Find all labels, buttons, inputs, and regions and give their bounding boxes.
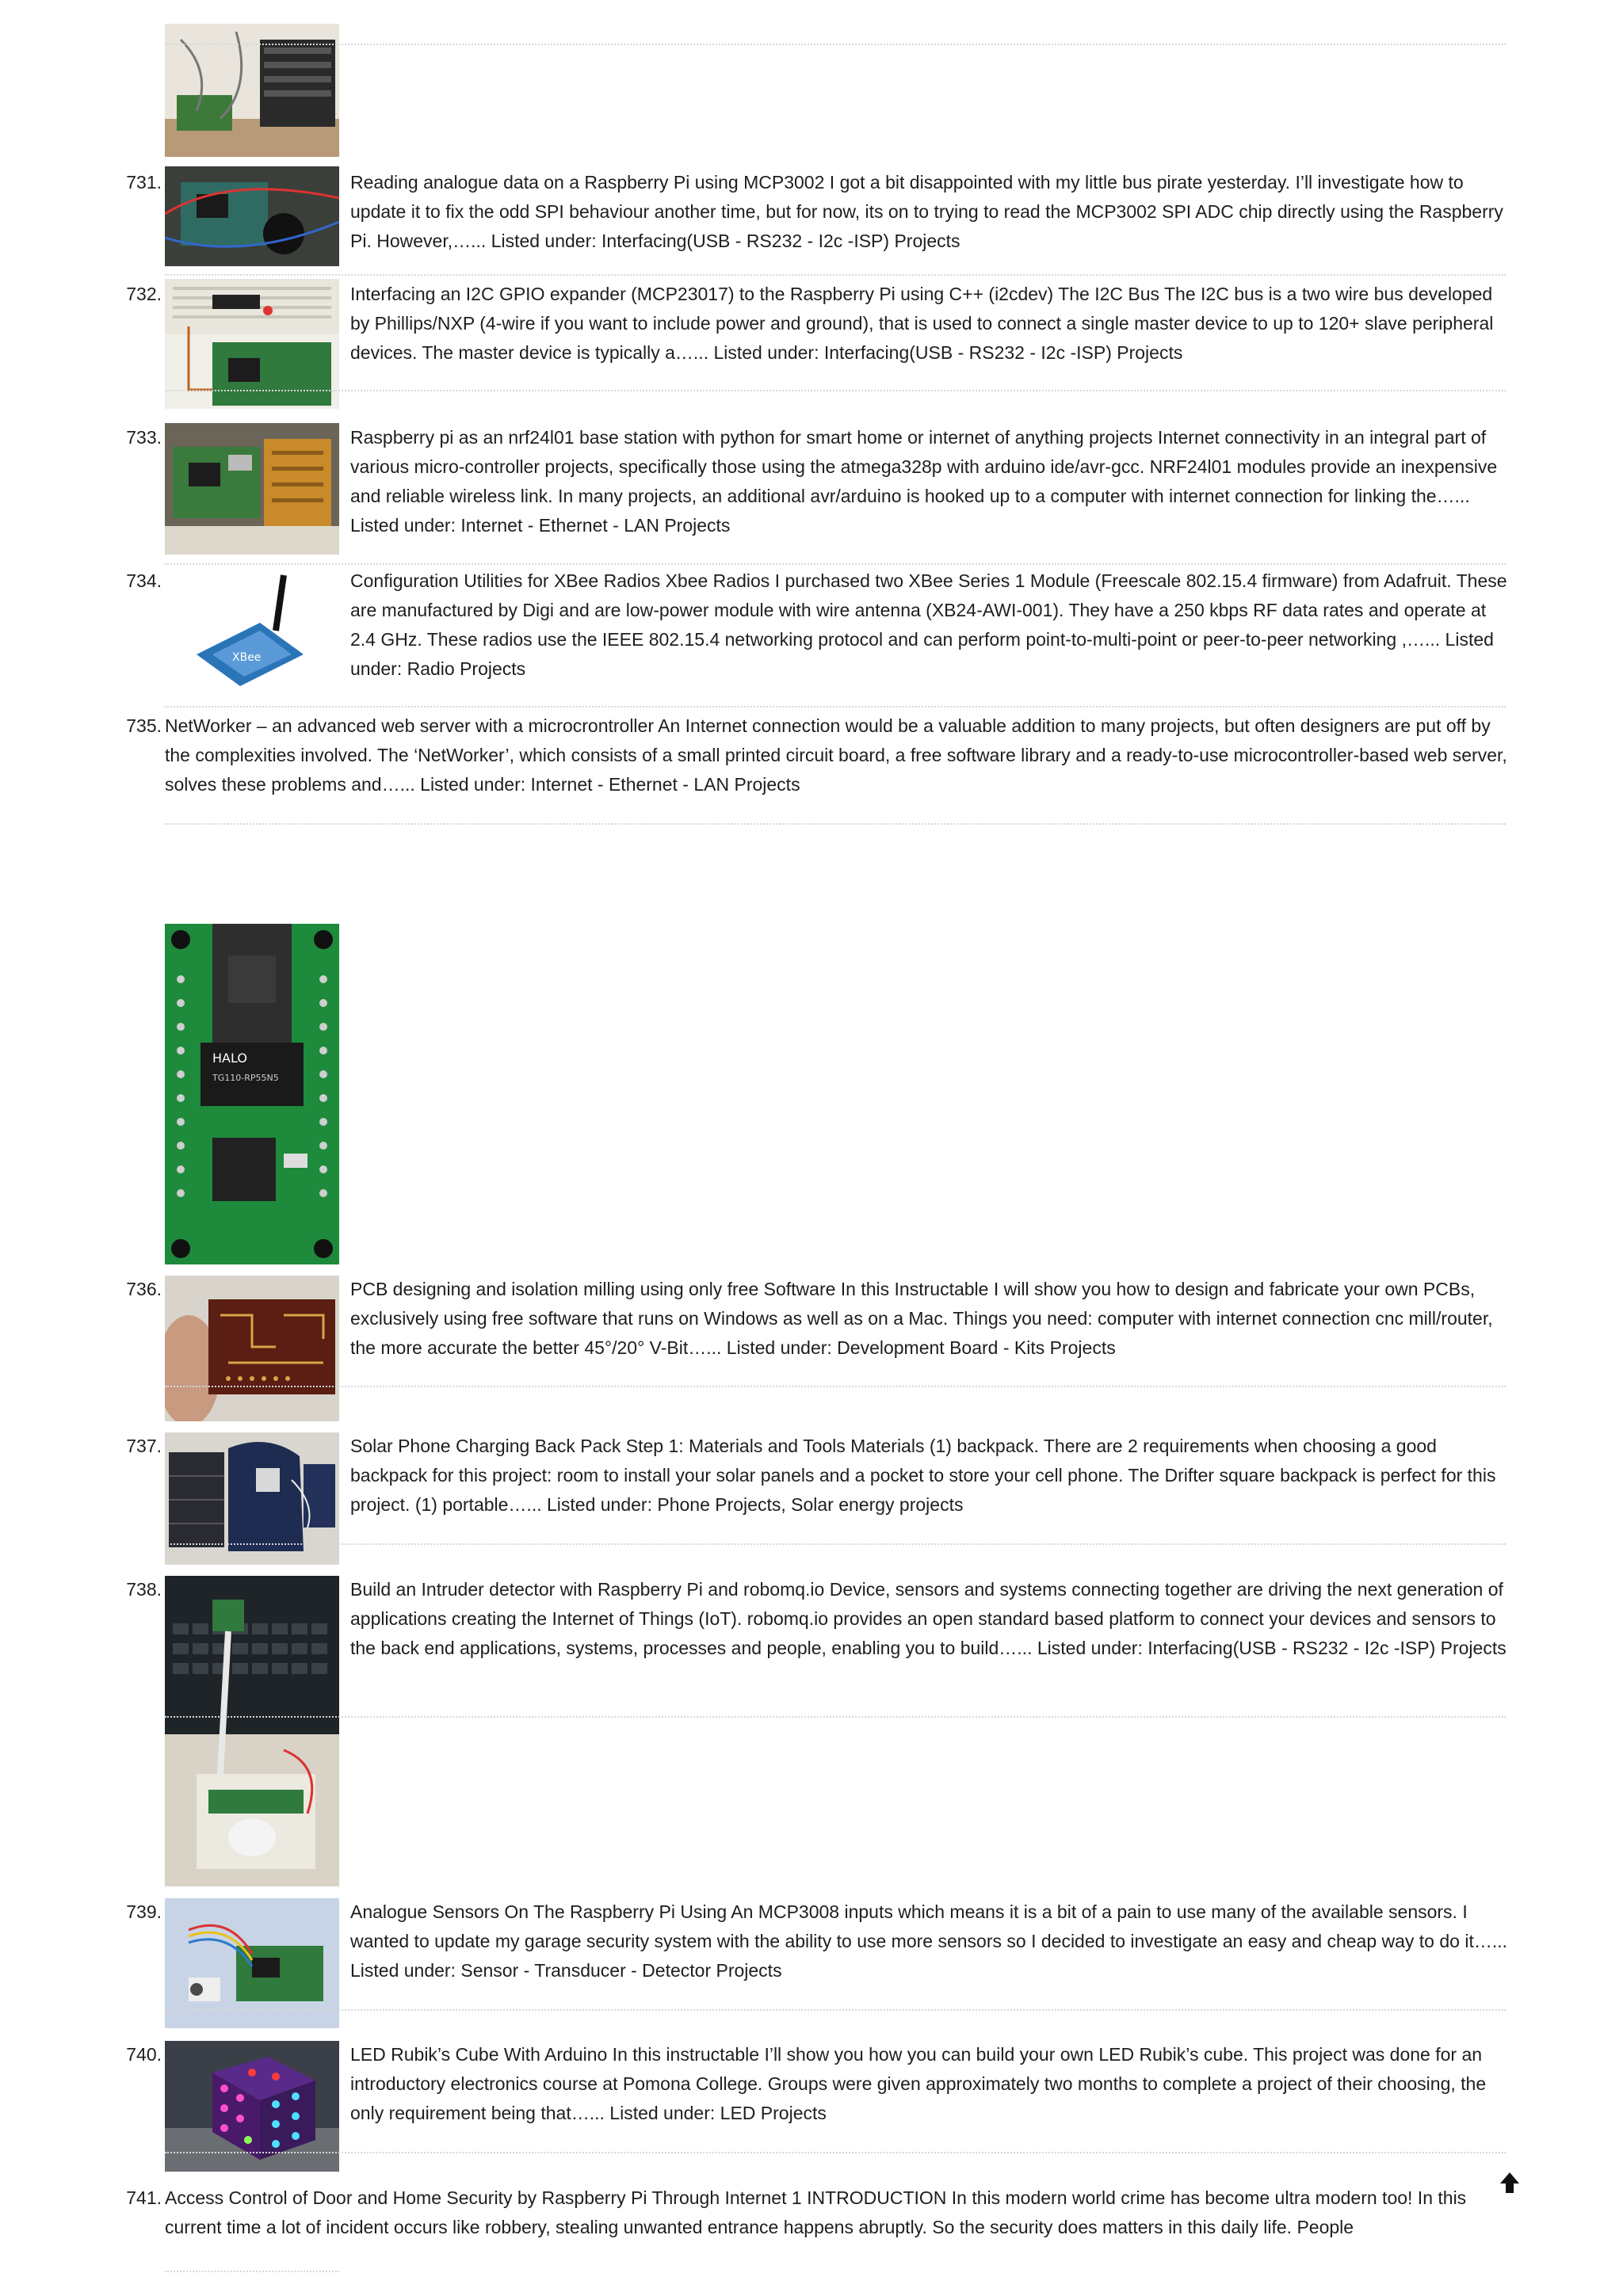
svg-text:XBee: XBee	[232, 651, 262, 664]
separator	[165, 563, 1506, 565]
separator	[165, 390, 1506, 391]
separator	[165, 1543, 1506, 1545]
item-text: Configuration Utilities for XBee Radios Xbee Radios I purchased two XBee Series 1 Module (Freescale 802.15.4 firmware) from Adafruit. These are manufactured by Digi and are low-power module with wire antenna (XB24-AWI-001). They have a 250 kbps RF data rates and operate at 2.4 GHz. These radios use the IEEE 802.15.4 networking protocol and can perform point-to-multi-point or peer-to-peer networking ,…... Listed under: Radio Projects	[350, 570, 1507, 679]
item-number: 735.	[126, 715, 162, 736]
item-number: 741.	[126, 2187, 162, 2208]
separator	[165, 2009, 1506, 2011]
up-arrow-icon[interactable]	[1499, 2171, 1520, 2195]
item-text: NetWorker – an advanced web server with a microcrontroller An Internet connection would be a valuable addition to many projects, but often designers are put off by the complexities involved. The ‘NetWorker’, which consists of a small printed circuit board, a free software library and a ready-to-use microcontroller-based web server, solves these problems and…... Listed under: Internet - Ethernet - LAN Projects	[165, 715, 1507, 795]
item-text: Raspberry pi as an nrf24l01 base station with python for smart home or internet of anything projects Internet connectivity in an integral part of various micro-controller projects, specifically those using the atmega328p with arduino ide/avr-gcc. NRF24l01 modules provide an inexpensive and reliable wireless link. In many projects, an additional avr/arduino is hooked up to a computer with internet connection for linking the…... Listed under: Internet - Ethernet - LAN Projects	[350, 427, 1498, 536]
item-thumbnail[interactable]	[165, 423, 339, 555]
item-thumbnail[interactable]	[165, 567, 339, 698]
item-text: Build an Intruder detector with Raspberry Pi and robomq.io Device, sensors and systems connecting together are driving the next generation of applications creating the Internet of Things (IoT). robomq.io provides an open standard based platform to connect your devices and sensors to the back end applications, systems, processes and people, enabling you to build…... Listed under: Interfacing(USB - RS232 - I2c -ISP) Projects	[350, 1579, 1507, 1658]
item-number: 734.	[126, 570, 162, 591]
separator	[165, 44, 1506, 45]
item-text: Solar Phone Charging Back Pack Step 1: Materials and Tools Materials (1) backpack. There are 2 requirements when choosing a good backpack for this project: room to install your solar panels and a pocket to store your cell phone. The Drifter square backpack is perfect for this project. (1) portable…... Listed under: Phone Projects, Solar energy projects	[350, 1436, 1496, 1515]
item-number: 736.	[126, 1279, 162, 1299]
item-number: 731.	[126, 172, 162, 193]
svg-text:HALO: HALO	[212, 1051, 247, 1066]
item-thumbnail[interactable]	[165, 1576, 339, 1886]
item-text: Reading analogue data on a Raspberry Pi using MCP3002 I got a bit disappointed with my little bus pirate yesterday. I’ll investigate how to update it to fix the odd SPI behaviour another time, but for now, its on to trying to read the MCP3002 SPI ADC chip directly using the Raspberry Pi. However,…... Listed under: Interfacing(USB - RS232 - I2c -ISP) Projects	[350, 172, 1503, 251]
item-text: Analogue Sensors On The Raspberry Pi Using An MCP3008 inputs which means it is a bit of a pain to use many of the available sensors. I wanted to update my garage security system with the ability to use more sensors so I decided to investigate an easy and cheap way to do it…... Listed under: Sensor - Transducer - Detector Projects	[350, 1901, 1508, 1981]
item-number: 737.	[126, 1436, 162, 1456]
item-number: 738.	[126, 1579, 162, 1600]
item-thumbnail[interactable]	[165, 166, 339, 266]
item-text: LED Rubik’s Cube With Arduino In this instructable I’ll show you how you can build your own LED Rubik’s cube. This project was done for an introductory electronics course at Pomona College. Groups were given approximately two months to complete a project of their choosing, the only requirement being that…... Listed under: LED Projects	[350, 2044, 1487, 2123]
item-number: 733.	[126, 427, 162, 448]
separator	[165, 706, 1506, 707]
separator	[165, 2271, 339, 2272]
item-number: 732.	[126, 284, 162, 304]
svg-text:TG110-RP55N5: TG110-RP55N5	[212, 1073, 279, 1083]
item-thumbnail[interactable]	[165, 1276, 339, 1421]
item-number: 740.	[126, 2044, 162, 2065]
separator	[165, 274, 1506, 276]
separator	[165, 823, 1506, 825]
separator	[165, 1386, 1506, 1387]
item-text: PCB designing and isolation milling using only free Software In this Instructable I will show you how to design and fabricate your own PCBs, exclusively using free software that runs on Windows as well as on a Mac. Things you need: computer with internet connection cnc mill/router, the more accurate the better 45°/20° V-Bit…... Listed under: Development Board - Kits Projects	[350, 1279, 1493, 1358]
item-number: 739.	[126, 1901, 162, 1922]
item-thumbnail[interactable]	[165, 924, 339, 1264]
separator	[165, 1716, 1506, 1718]
item-text: Access Control of Door and Home Security by Raspberry Pi Through Internet 1 INTRODUCTION In this modern world crime has become ultra modern too! In this current time a lot of incident occurs like robbery, stealing unwanted entrance happens abruptly. So the security does matters in this daily life. People	[165, 2187, 1467, 2237]
separator	[165, 2152, 1506, 2153]
item-text: Interfacing an I2C GPIO expander (MCP23017) to the Raspberry Pi using C++ (i2cdev) The I2C Bus The I2C bus is a two wire bus developed by Phillips/NXP (4-wire if you want to include power and ground), that is used to connect a single master device to up to 120+ slave peripheral devices. The master device is typically a…... Listed under: Interfacing(USB - RS232 - I2c -ISP) Projects	[350, 284, 1494, 363]
